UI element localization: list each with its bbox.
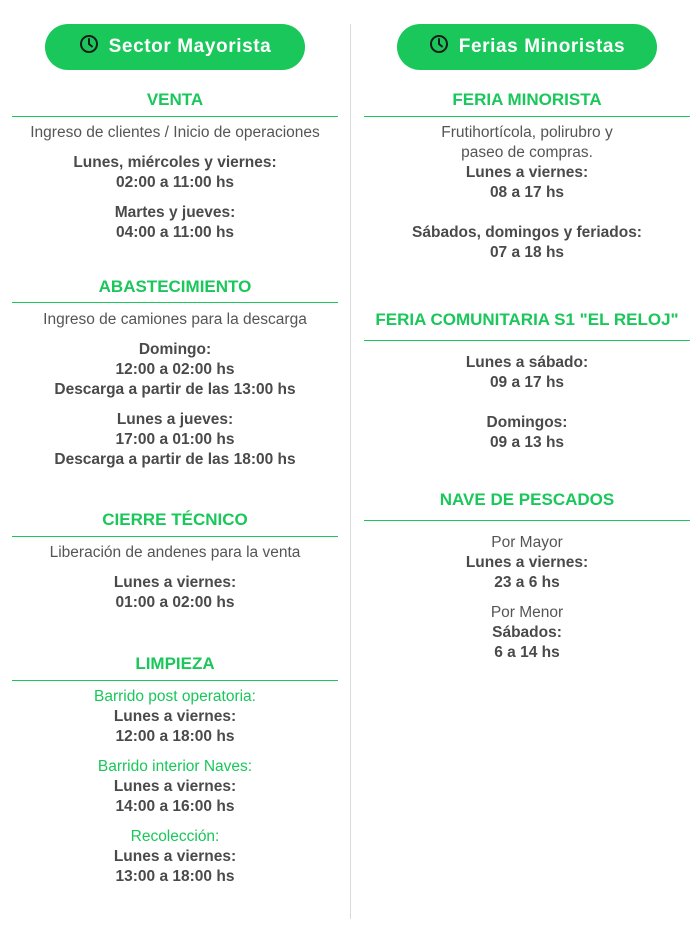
abastecimiento-days-2: Lunes a jueves:	[116, 411, 234, 428]
abastecimiento-extra-2: Descarga a partir de las 18:00 hs	[54, 451, 296, 468]
feria-minorista-description-1: Frutihortícola, polirubro y	[441, 124, 613, 141]
limpieza-rule	[12, 680, 338, 681]
nave-pescados-rule	[364, 520, 690, 521]
cierre-tecnico-days: Lunes a viernes:	[113, 574, 237, 591]
limpieza-item-2-label: Barrido interior Naves:	[97, 758, 253, 775]
feria-comunitaria-days-2: Domingos:	[486, 414, 568, 431]
abastecimiento-rule	[12, 302, 338, 303]
limpieza-item-2-hours: 14:00 a 16:00 hs	[115, 798, 235, 815]
nave-pescados-days-1: Lunes a viernes:	[465, 554, 589, 571]
abastecimiento-description: Ingreso de camiones para la descarga	[43, 311, 307, 328]
feria-minorista-hours-2: 07 a 18 hs	[489, 244, 565, 261]
feria-comunitaria-days-1: Lunes a sábado:	[465, 354, 589, 371]
limpieza-title: LIMPIEZA	[135, 654, 215, 673]
clock-icon	[79, 34, 109, 60]
feria-minorista-title: FERIA MINORISTA	[452, 90, 602, 109]
nave-pescados-hours-2: 6 a 14 hs	[494, 644, 560, 661]
nave-pescados-hours-1: 23 a 6 hs	[494, 574, 560, 591]
abastecimiento-extra-1: Descarga a partir de las 13:00 hs	[54, 381, 296, 398]
feria-comunitaria-hours-2: 09 a 13 hs	[489, 434, 565, 451]
feria-comunitaria-hours-1: 09 a 17 hs	[489, 374, 565, 391]
limpieza-item-3-label: Recolección:	[130, 828, 220, 845]
abastecimiento-hours-2: 17:00 a 01:00 hs	[115, 431, 235, 448]
ferias-minoristas-label: Ferias Minoristas	[458, 36, 626, 57]
abastecimiento-hours-1: 12:00 a 02:00 hs	[115, 361, 235, 378]
limpieza-item-1-label: Barrido post operatoria:	[94, 688, 256, 705]
venta-days-2: Martes y jueves:	[114, 204, 236, 221]
feria-minorista-description-2: paseo de compras.	[461, 144, 593, 161]
feria-minorista-hours-1: 08 a 17 hs	[489, 184, 565, 201]
cierre-tecnico-title: CIERRE TÉCNICO	[102, 510, 248, 529]
limpieza-item-3-hours: 13:00 a 18:00 hs	[115, 868, 235, 885]
limpieza-item-1-hours: 12:00 a 18:00 hs	[115, 728, 235, 745]
column-divider	[350, 24, 351, 919]
nave-pescados-label-2: Por Menor	[490, 604, 564, 621]
feria-minorista-days-2: Sábados, domingos y feriados:	[412, 224, 642, 241]
abastecimiento-title: ABASTECIMIENTO	[98, 277, 252, 296]
nave-pescados-label-1: Por Mayor	[491, 534, 563, 551]
sector-mayorista-header[interactable]	[45, 24, 305, 70]
venta-description: Ingreso de clientes / Inicio de operaciones	[30, 124, 320, 141]
limpieza-item-2-days: Lunes a viernes:	[113, 778, 237, 795]
venta-hours-2: 04:00 a 11:00 hs	[115, 224, 235, 241]
clock-icon	[429, 34, 459, 60]
ferias-minoristas-header[interactable]	[397, 24, 657, 70]
nave-pescados-days-2: Sábados:	[492, 624, 562, 641]
venta-days-1: Lunes, miércoles y viernes:	[73, 154, 277, 171]
nave-pescados-title: NAVE DE PESCADOS	[439, 490, 615, 509]
cierre-tecnico-description: Liberación de andenes para la venta	[49, 544, 301, 561]
venta-hours-1: 02:00 a 11:00 hs	[115, 174, 235, 191]
sector-mayorista-label: Sector Mayorista	[108, 36, 272, 57]
feria-minorista-days-1: Lunes a viernes:	[465, 164, 589, 181]
cierre-tecnico-rule	[12, 536, 338, 537]
limpieza-item-1-days: Lunes a viernes:	[113, 708, 237, 725]
venta-rule	[12, 116, 338, 117]
venta-title: VENTA	[146, 90, 204, 109]
cierre-tecnico-hours: 01:00 a 02:00 hs	[115, 594, 235, 611]
feria-comunitaria-title: FERIA COMUNITARIA S1 "EL RELOJ"	[375, 310, 679, 329]
feria-comunitaria-rule	[364, 340, 690, 341]
abastecimiento-days-1: Domingo:	[138, 341, 212, 358]
limpieza-item-3-days: Lunes a viernes:	[113, 848, 237, 865]
feria-minorista-rule	[364, 116, 690, 117]
